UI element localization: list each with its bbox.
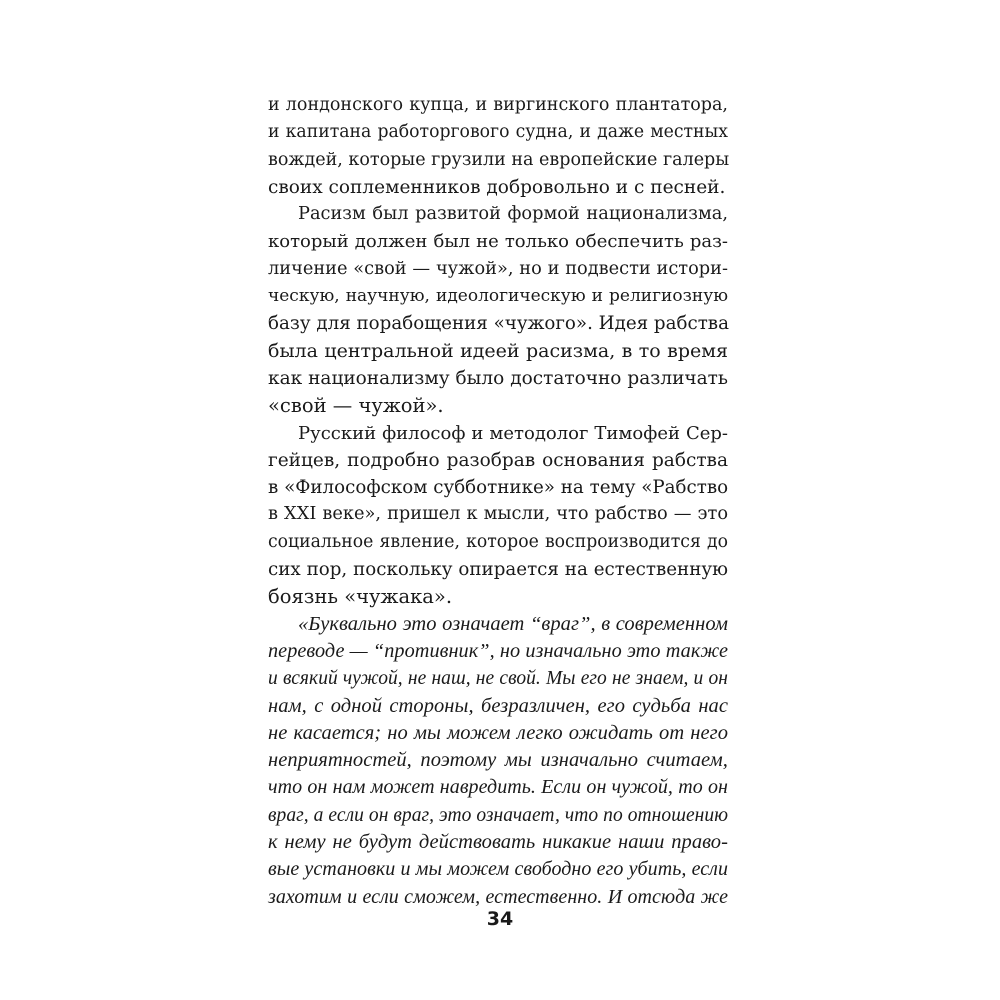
- text-line: и капитана работоргового судна, и даже местных: [268, 122, 728, 143]
- text-line: в «Философском субботнике» на тему «Рабство: [268, 477, 729, 499]
- quote-line: вые установки и мы можем свободно его убить, если: [268, 858, 728, 881]
- text-line: своих соплеменников добровольно и с песней.: [268, 176, 726, 198]
- text-line: личение «свой — чужой», но и подвести истори-: [268, 258, 728, 279]
- quote-line: неприятностей, поэтому мы изначально считаем,: [268, 749, 728, 772]
- quote-first-line: «Буквально это означает “враг”, в современном: [298, 612, 728, 635]
- quote-line: враг, а если он враг, это означает, что по отношению: [268, 804, 728, 826]
- paragraph-first-line: Расизм был развитой формой национализма,: [298, 204, 728, 225]
- quote-line: не касается; но мы можем легко ожидать от него: [268, 721, 728, 744]
- quote-line: что он нам может навредить. Если он чужой, то он: [268, 776, 728, 799]
- text-line: базу для порабощения «чужого». Идея рабства: [268, 313, 729, 335]
- quote-line: к нему не будут действовать никакие наши право-: [268, 831, 728, 854]
- text-line: гейцев, подробно разобрав основания рабства: [268, 449, 728, 471]
- quote-line: нам, с одной стороны, безразличен, его судьба нас: [268, 694, 728, 717]
- text-line: сих пор, поскольку опирается на естественную: [268, 559, 728, 581]
- quote-line: переводе — “противник”, но изначально это также: [268, 639, 728, 662]
- text-line: ческую, научную, идеологическую и религиозную: [268, 286, 728, 307]
- text-line: была центральной идеей расизма, в то время: [268, 339, 728, 362]
- text-line: вождей, которые грузили на европейские галеры: [268, 149, 730, 170]
- text-line: который должен был не только обеспечить раз-: [268, 231, 728, 253]
- text-line: боязнь «чужака».: [268, 585, 453, 609]
- quote-line: захотим и если сможем, естественно. И отсюда же: [268, 885, 728, 908]
- text-line: и лондонского купца, и виргинского плантатора,: [268, 95, 728, 115]
- page-number: 34: [486, 908, 514, 930]
- text-line: в XXI веке», пришел к мысли, что рабство — это: [268, 504, 728, 525]
- quote-line: и всякий чужой, не наш, не свой. Мы его не знаем, и он: [268, 668, 728, 690]
- text-line: социальное явление, которое воспроизводится до: [268, 531, 728, 552]
- text-line: «свой — чужой».: [268, 394, 444, 418]
- text-line: как национализму было достаточно различать: [268, 367, 728, 389]
- paragraph-first-line: Русский философ и методолог Тимофей Сер-: [298, 422, 728, 444]
- body-text: [268, 92, 728, 911]
